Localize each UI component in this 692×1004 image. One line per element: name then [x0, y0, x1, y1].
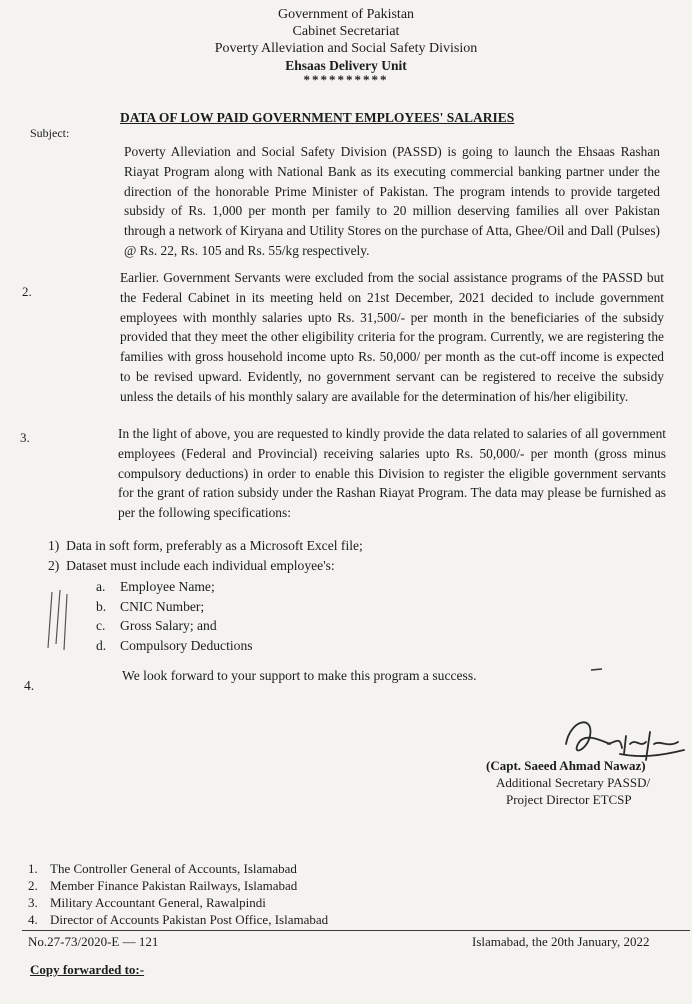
paragraph-1-text: Poverty Alleviation and Social Safety Division (PASSD) is going to launch the Ehsaas Rashan Riayat Program along with National Bank as its executing commercial banking partner under the direction of the honorable Prime Minister of Pakistan. The program intends to provide targeted subsidy of Rs. 1,000 per month per family to 20 million deserving families all over Pakistan through a network of Kiryana and Utility Stores on the purchase of Atta, Ghee/Oil and Dall (Pulses) @ Rs. 22, Rs. 105 and Rs. 55/kg respectively. [124, 144, 660, 258]
paragraph-3 [22, 424, 666, 523]
place-date: Islamabad, the 20th January, 2022 [472, 934, 650, 949]
subspec-marker: d. [96, 637, 107, 653]
recipient-text: The Controller General of Accounts, Islamabad [50, 861, 297, 876]
margin-pen-marks [44, 588, 74, 652]
recipient-number: 4. [28, 912, 38, 927]
recipient-number: 2. [28, 878, 38, 893]
recipient-item [28, 860, 448, 877]
signatory-project: Project Director ETCSP [506, 792, 632, 807]
spec-item [48, 556, 608, 576]
spec-marker: 2) [48, 557, 60, 573]
subspec-item [96, 636, 496, 656]
subspec-marker: c. [96, 618, 106, 634]
recipient-item [28, 911, 448, 928]
paragraph-2 [24, 268, 664, 407]
paragraph-1 [28, 142, 660, 261]
subspec-list [96, 577, 496, 655]
subspec-marker: a. [96, 579, 106, 594]
paragraph-3-number: 3. [20, 430, 30, 445]
letterhead-stars: ********** [303, 72, 389, 87]
recipient-text: Military Accountant General, Rawalpindi [50, 895, 266, 910]
paragraph-2-text: Earlier. Government Servants were excluded from the social assistance programs of the PASSD but the Federal Cabinet in its meeting held on 21st December, 2021 decided to include government employees with monthly salaries upto Rs. 31,500/- per month in the beneficiaries of the subsidy provided that they meet the other eligibility criteria for the program. Currently, we are registering the families with gross household income upto Rs. 50,000/ per month as the cut-off income is expected to be revised upward. Evidently, no government servant can be registered to receive the subsidy unless the details of his monthly salary are available for the determination of his/her eligibility. [120, 270, 664, 404]
recipient-list [28, 860, 448, 928]
recipient-item [28, 877, 448, 894]
subject-title: DATA OF LOW PAID GOVERNMENT EMPLOYEES' SALARIES [120, 110, 515, 125]
spec-list [48, 536, 608, 575]
closing-number: 4. [24, 678, 35, 693]
subspec-text: Employee Name; [120, 579, 215, 594]
subspec-marker: b. [96, 598, 107, 614]
recipient-text: Member Finance Pakistan Railways, Islamabad [50, 878, 298, 893]
recipient-text: Director of Accounts Pakistan Post Office, Islamabad [50, 912, 329, 927]
letterhead-unit: Ehsaas Delivery Unit [285, 58, 407, 73]
subspec-item [96, 577, 496, 597]
spec-item [48, 536, 608, 556]
signatory-title: Additional Secretary PASSD/ [496, 775, 651, 790]
signatory-name: (Capt. Saeed Ahmad Nawaz) [486, 758, 646, 773]
closing-text: We look forward to your support to make this program a success. [122, 668, 477, 683]
spec-text: Data in soft form, preferably as a Microsoft Excel file; [66, 538, 363, 553]
letterhead-secretariat: Cabinet Secretariat [292, 24, 400, 39]
signature-block [470, 757, 685, 808]
spec-text: Dataset must include each individual employee's: [66, 557, 335, 573]
subspec-text: Gross Salary; and [120, 618, 217, 634]
subspec-text: CNIC Number; [120, 598, 205, 614]
paragraph-2-number: 2. [22, 284, 32, 299]
letterhead [0, 6, 692, 86]
letterhead-government: Government of Pakistan [277, 7, 415, 22]
divider-line [22, 930, 690, 931]
recipient-number: 1. [28, 861, 38, 876]
paragraph-3-text: In the light of above, you are requested to kindly provide the data related to salaries of all government employees (Federal and Provincial) receiving salaries upto Rs. 50,000/- per month (gross minus compulsory deductions) in order to enable this Division to register the eligible government servants for the grant of ration subsidy under the Rashan Riayat Program. The data may please be furnished as per the following specifications: [118, 426, 666, 521]
letterhead-division: Poverty Alleviation and Social Safety Division [214, 41, 478, 56]
subspec-item [96, 597, 496, 617]
recipient-item [28, 894, 448, 911]
subject-label: Subject: [30, 126, 70, 140]
dash-mark [590, 666, 604, 674]
subspec-item [96, 616, 496, 636]
reference-number: No.27-73/2020-E — 121 [28, 934, 159, 949]
recipient-number: 3. [28, 895, 38, 910]
subspec-text: Compulsory Deductions [120, 637, 253, 653]
copy-forwarded: Copy forwarded to:- [30, 962, 145, 977]
spec-marker: 1) [48, 538, 60, 553]
